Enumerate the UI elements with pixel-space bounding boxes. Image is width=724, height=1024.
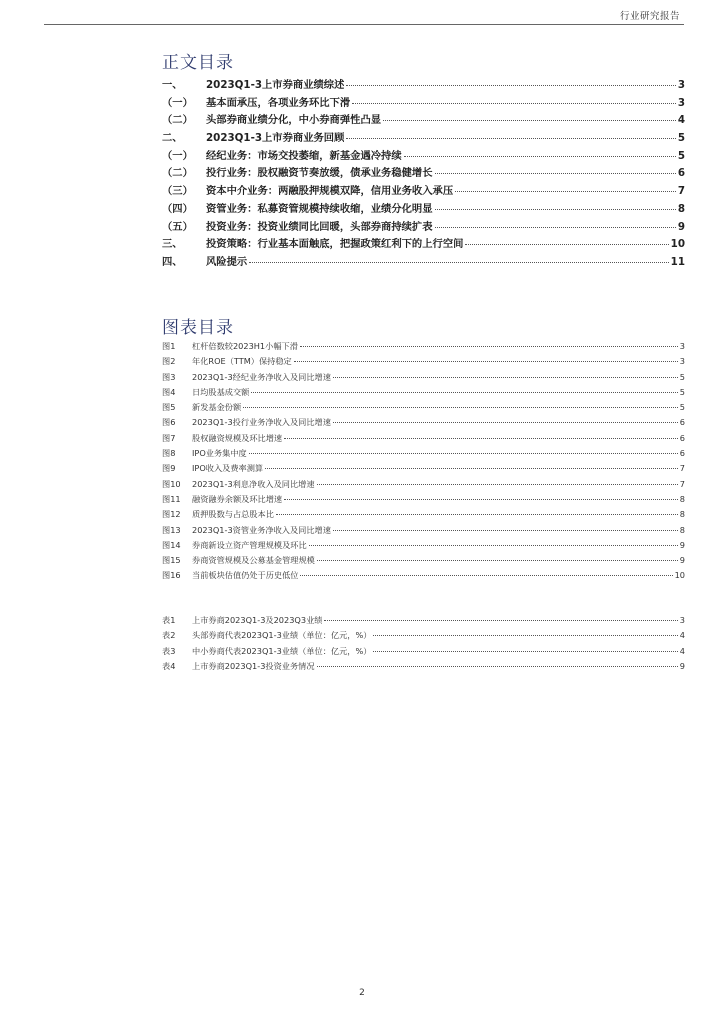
toc-entry-number: 图6 xyxy=(162,417,176,428)
toc-leader-dots xyxy=(317,666,678,667)
toc-leader-dots xyxy=(352,103,676,104)
toc-entry-page: 8 xyxy=(677,202,685,215)
toc-entry[interactable] xyxy=(162,147,685,165)
toc-entry-title: 中小券商代表2023Q1-3业绩（单位：亿元，%） xyxy=(192,645,372,656)
toc-entry-page: 9 xyxy=(679,539,685,550)
toc-entry-page: 11 xyxy=(670,255,685,268)
toc-leader-dots xyxy=(465,244,668,245)
toc-entry-page: 3 xyxy=(679,356,685,367)
toc-entry[interactable] xyxy=(162,555,685,570)
toc-entry-page: 5 xyxy=(679,402,685,413)
toc-entry[interactable] xyxy=(162,164,685,182)
toc-entry[interactable] xyxy=(162,129,685,147)
toc-entry-page: 5 xyxy=(679,371,685,382)
toc-entry-title: 投资策略：行业基本面触底，把握政策红利下的上行空间 xyxy=(206,238,464,251)
toc-entry-title: 上市券商2023Q1-3及2023Q3业绩 xyxy=(192,615,323,625)
toc-entry-number: 二、 xyxy=(162,132,183,145)
toc-entry-page: 5 xyxy=(677,132,685,145)
toc-entry-title: 日均股基成交额 xyxy=(192,386,250,397)
toc-leader-dots xyxy=(373,651,677,652)
toc-entry[interactable] xyxy=(162,341,685,356)
toc-leader-dots xyxy=(455,191,676,192)
toc-entry-title: 年化ROE（TTM）保持稳定 xyxy=(192,356,292,367)
toc-entry-number: 一、 xyxy=(162,79,183,91)
toc-entry-page: 9 xyxy=(679,660,685,671)
toc-entry-number: 图12 xyxy=(162,509,181,520)
toc-entry-number: 图14 xyxy=(162,539,181,550)
toc-entry-number: 图3 xyxy=(162,371,176,382)
toc-entry[interactable] xyxy=(162,463,685,478)
toc-leader-dots xyxy=(324,620,677,621)
toc-entry-title: 当前板块估值仍处于历史低位 xyxy=(192,570,299,581)
toc-entry-title: 投资业务：投资业绩同比回暖，头部券商持续扩表 xyxy=(206,220,433,233)
toc-entry-page: 3 xyxy=(677,79,685,91)
toc-entry[interactable] xyxy=(162,540,685,555)
toc-leader-dots xyxy=(373,635,677,636)
toc-entry[interactable] xyxy=(162,479,685,494)
main-toc xyxy=(162,76,685,271)
toc-leader-dots xyxy=(346,138,675,139)
toc-entry-page: 6 xyxy=(679,417,685,428)
toc-entry-title: 头部券商代表2023Q1-3业绩（单位：亿元，%） xyxy=(192,630,372,641)
toc-entry-title: 券商新设立资产管理规模及环比 xyxy=(192,539,307,550)
toc-entry[interactable] xyxy=(162,356,685,371)
toc-entry-title: IPO收入及费率测算 xyxy=(192,463,264,474)
toc-entry-title: 风险提示 xyxy=(206,255,248,268)
toc-entry-page: 8 xyxy=(679,493,685,504)
toc-entry-page: 7 xyxy=(679,478,685,489)
toc-entry[interactable] xyxy=(162,525,685,540)
toc-leader-dots xyxy=(300,346,678,347)
toc-entry[interactable] xyxy=(162,615,685,630)
toc-entry[interactable] xyxy=(162,200,685,218)
toc-entry-title: 2023Q1-3投行业务净收入及同比增速 xyxy=(192,417,331,428)
toc-entry-number: 图9 xyxy=(162,463,176,474)
toc-entry[interactable] xyxy=(162,94,685,112)
toc-entry[interactable] xyxy=(162,387,685,402)
toc-entry[interactable] xyxy=(162,218,685,236)
toc-entry-title: 资管业务：私募资管规模持续收缩，业绩分化明显 xyxy=(206,202,433,215)
toc-leader-dots xyxy=(284,499,678,500)
toc-entry-number: 图7 xyxy=(162,432,176,443)
toc-leader-dots xyxy=(333,422,678,423)
toc-entry-page: 6 xyxy=(677,167,685,180)
toc-leader-dots xyxy=(284,438,678,439)
toc-entry-number: 三、 xyxy=(162,238,183,251)
toc-entry-page: 4 xyxy=(679,645,685,656)
toc-entry-number: （一） xyxy=(162,96,193,109)
toc-leader-dots xyxy=(346,85,675,86)
toc-entry[interactable] xyxy=(162,448,685,463)
toc-entry-number: （五） xyxy=(162,220,193,233)
toc-entry[interactable] xyxy=(162,509,685,524)
toc-leader-dots xyxy=(309,545,678,546)
toc-entry[interactable] xyxy=(162,253,685,271)
toc-entry-title: 资本中介业务：两融股押规模双降，信用业务收入承压 xyxy=(206,185,454,198)
toc-entry-title: 新发基金份额 xyxy=(192,402,242,413)
toc-entry-title: 股权融资规模及环比增速 xyxy=(192,432,283,443)
toc-leader-dots xyxy=(333,377,678,378)
figure-toc-title: 图表目录 xyxy=(162,318,234,338)
toc-entry-number: 图15 xyxy=(162,555,181,566)
toc-leader-dots xyxy=(404,156,676,157)
toc-leader-dots xyxy=(317,560,678,561)
toc-entry[interactable] xyxy=(162,182,685,200)
toc-entry-number: 图1 xyxy=(162,341,176,351)
toc-entry-number: 图11 xyxy=(162,493,181,504)
report-type-label: 行业研究报告 xyxy=(619,11,680,22)
toc-entry[interactable] xyxy=(162,402,685,417)
toc-entry-page: 6 xyxy=(679,432,685,443)
toc-entry-page: 4 xyxy=(679,630,685,641)
table-toc xyxy=(162,615,685,676)
main-toc-title: 正文目录 xyxy=(162,53,234,73)
toc-entry-number: （二） xyxy=(162,114,193,127)
toc-entry-title: 2023Q1-3上市券商业绩综述 xyxy=(206,79,345,91)
toc-entry[interactable] xyxy=(162,433,685,448)
toc-entry-number: 图13 xyxy=(162,524,181,535)
toc-entry[interactable] xyxy=(162,630,685,645)
toc-entry-page: 8 xyxy=(679,509,685,520)
toc-entry-number: 四、 xyxy=(162,255,183,268)
toc-entry-number: 表4 xyxy=(162,660,176,671)
toc-entry-number: 图4 xyxy=(162,386,176,397)
toc-entry-title: IPO业务集中度 xyxy=(192,448,247,459)
toc-entry-title: 上市券商2023Q1-3投资业务情况 xyxy=(192,660,315,671)
toc-entry-title: 2023Q1-3利息净收入及同比增速 xyxy=(192,478,315,489)
page-number: 2 xyxy=(359,988,365,998)
toc-entry[interactable] xyxy=(162,417,685,432)
toc-leader-dots xyxy=(317,484,678,485)
toc-entry-page: 9 xyxy=(679,555,685,566)
header-divider xyxy=(44,24,684,25)
toc-entry[interactable] xyxy=(162,235,685,253)
toc-entry-page: 7 xyxy=(677,185,685,198)
toc-entry-number: 表2 xyxy=(162,630,176,641)
toc-leader-dots xyxy=(276,514,678,515)
toc-entry-title: 经纪业务：市场交投萎缩，新基金遇冷持续 xyxy=(206,149,402,162)
toc-leader-dots xyxy=(333,530,678,531)
toc-leader-dots xyxy=(249,262,668,263)
toc-entry-number: 图10 xyxy=(162,478,181,489)
toc-entry-title: 券商资管规模及公募基金管理规模 xyxy=(192,555,315,566)
figure-toc xyxy=(162,341,685,586)
toc-entry-title: 融资融券余额及环比增速 xyxy=(192,493,283,504)
toc-leader-dots xyxy=(435,227,676,228)
toc-entry[interactable] xyxy=(162,76,685,94)
toc-entry-number: 图16 xyxy=(162,570,181,581)
toc-entry-page: 9 xyxy=(677,220,685,233)
toc-entry-number: 图2 xyxy=(162,356,176,367)
toc-entry-title: 2023Q1-3上市券商业务回顾 xyxy=(206,132,345,145)
toc-leader-dots xyxy=(249,453,678,454)
toc-entry-number: （二） xyxy=(162,167,193,180)
toc-entry-page: 5 xyxy=(679,386,685,397)
toc-entry-title: 2023Q1-3资管业务净收入及同比增速 xyxy=(192,524,331,535)
toc-entry-number: （一） xyxy=(162,149,193,162)
toc-entry-page: 3 xyxy=(677,96,685,109)
toc-leader-dots xyxy=(435,173,676,174)
toc-entry-title: 质押股数与占总股本比 xyxy=(192,509,274,520)
toc-leader-dots xyxy=(265,468,678,469)
toc-entry-page: 8 xyxy=(679,524,685,535)
toc-entry-page: 3 xyxy=(679,341,685,351)
toc-entry-title: 基本面承压，各项业务环比下滑 xyxy=(206,96,351,109)
toc-entry-page: 6 xyxy=(679,448,685,459)
toc-entry-title: 2023Q1-3经纪业务净收入及同比增速 xyxy=(192,371,331,382)
toc-entry-page: 4 xyxy=(677,114,685,127)
toc-entry-page: 3 xyxy=(679,615,685,625)
toc-leader-dots xyxy=(300,575,672,576)
toc-entry-title: 头部券商业绩分化，中小券商弹性凸显 xyxy=(206,114,382,127)
toc-leader-dots xyxy=(383,120,676,121)
toc-entry-number: 图5 xyxy=(162,402,176,413)
toc-entry-number: 图8 xyxy=(162,448,176,459)
toc-entry[interactable] xyxy=(162,494,685,509)
toc-entry[interactable] xyxy=(162,111,685,129)
toc-leader-dots xyxy=(251,392,677,393)
toc-entry[interactable] xyxy=(162,372,685,387)
toc-entry-title: 杠杆倍数较2023H1小幅下滑 xyxy=(192,341,298,351)
toc-leader-dots xyxy=(435,209,676,210)
toc-entry-title: 投行业务：股权融资节奏放缓，债承业务稳健增长 xyxy=(206,167,433,180)
toc-entry-number: 表1 xyxy=(162,615,176,625)
toc-entry[interactable] xyxy=(162,570,685,585)
toc-entry-number: 表3 xyxy=(162,645,176,656)
toc-leader-dots xyxy=(294,361,678,362)
toc-entry-page: 7 xyxy=(679,463,685,474)
toc-entry-page: 10 xyxy=(670,238,685,251)
toc-entry-page: 5 xyxy=(677,149,685,162)
toc-entry-number: （三） xyxy=(162,185,193,198)
toc-entry[interactable] xyxy=(162,661,685,676)
toc-entry-number: （四） xyxy=(162,202,193,215)
toc-entry[interactable] xyxy=(162,646,685,661)
toc-entry-page: 10 xyxy=(674,570,685,581)
toc-leader-dots xyxy=(243,407,678,408)
